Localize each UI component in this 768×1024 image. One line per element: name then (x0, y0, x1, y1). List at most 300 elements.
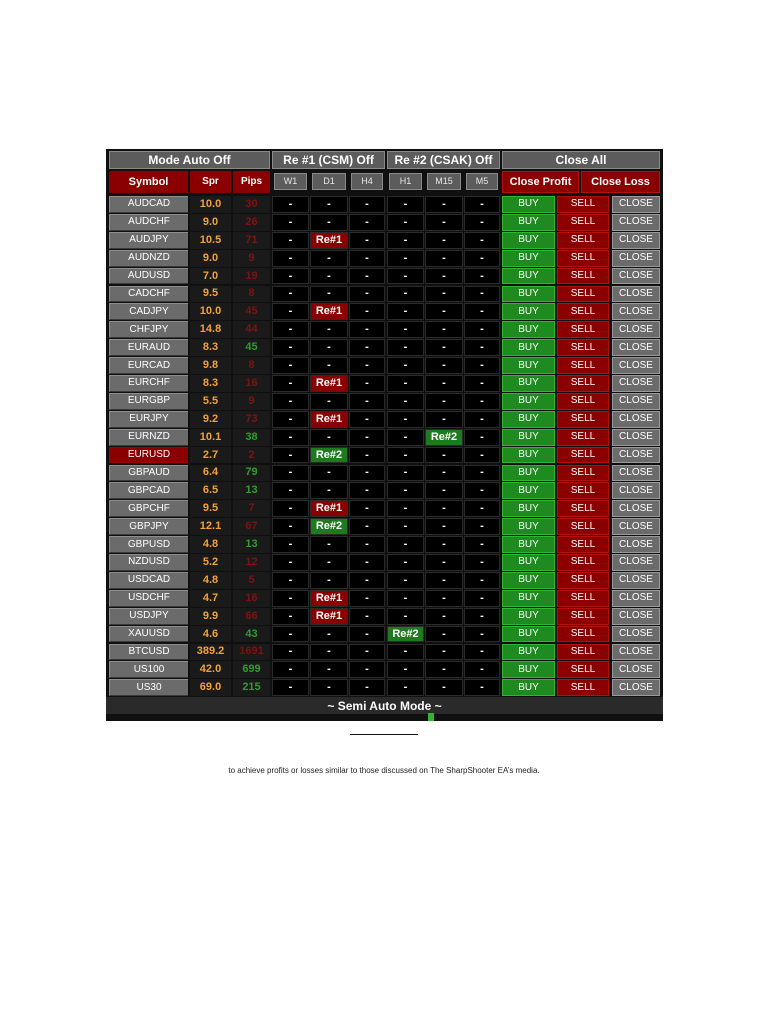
buy-button[interactable]: BUY (502, 393, 555, 410)
spread-value: 9.8 (190, 357, 231, 374)
timeframe-h1-button[interactable]: H1 (389, 173, 422, 190)
signal-cell: - (387, 321, 424, 338)
pips-value: 45 (233, 339, 270, 356)
signal-cell: - (425, 357, 463, 374)
sell-button[interactable]: SELL (557, 339, 609, 356)
signal-cell: - (425, 590, 463, 607)
close-button[interactable]: CLOSE (612, 214, 660, 231)
sell-button[interactable]: SELL (557, 321, 609, 338)
symbol-button[interactable]: CHFJPY (109, 321, 188, 338)
buy-button[interactable]: BUY (502, 679, 555, 696)
signal-cell: - (425, 286, 463, 303)
close-button[interactable]: CLOSE (612, 232, 660, 249)
close-button[interactable]: CLOSE (612, 536, 660, 553)
signal-cell: - (349, 303, 385, 320)
sell-button[interactable]: SELL (557, 286, 609, 303)
signal-cell: - (310, 393, 348, 410)
signal-cell: - (272, 554, 309, 571)
close-button[interactable]: CLOSE (612, 375, 660, 392)
signal-cell: - (387, 482, 424, 499)
signal-cell: - (425, 393, 463, 410)
signal-cell: - (387, 214, 424, 231)
buy-button[interactable]: BUY (502, 536, 555, 553)
sell-button[interactable]: SELL (557, 482, 609, 499)
signal-cell: - (464, 375, 500, 392)
signal-cell: - (310, 644, 348, 661)
pips-value: 16 (233, 590, 270, 607)
close-button[interactable]: CLOSE (612, 303, 660, 320)
symbol-button[interactable]: EURCHF (109, 375, 188, 392)
close-all-button[interactable]: Close All (502, 151, 660, 169)
sell-button[interactable]: SELL (557, 357, 609, 374)
signal-cell: - (272, 608, 309, 625)
signal-cell: - (425, 339, 463, 356)
close-button[interactable]: CLOSE (612, 465, 660, 482)
signal-cell: Re#1 (310, 411, 348, 428)
signal-cell: - (349, 393, 385, 410)
spread-value: 10.1 (190, 429, 231, 446)
buy-button[interactable]: BUY (502, 518, 555, 535)
signal-cell: Re#1 (310, 232, 348, 249)
sell-button[interactable]: SELL (557, 536, 609, 553)
signal-cell: - (272, 429, 309, 446)
close-button[interactable]: CLOSE (612, 500, 660, 517)
signal-cell: - (464, 447, 500, 464)
spread-value: 4.8 (190, 572, 231, 589)
pips-value: 43 (233, 626, 270, 643)
symbol-button[interactable]: BTCUSD (109, 644, 188, 661)
sell-button[interactable]: SELL (557, 608, 609, 625)
spread-value: 10.0 (190, 303, 231, 320)
signal-cell: - (349, 644, 385, 661)
symbol-button[interactable]: CADJPY (109, 303, 188, 320)
signal-cell: - (272, 447, 309, 464)
signal-cell: - (310, 321, 348, 338)
close-button[interactable]: CLOSE (612, 572, 660, 589)
signal-cell: - (387, 661, 424, 678)
spread-value: 10.0 (190, 196, 231, 213)
signal-cell: - (425, 661, 463, 678)
buy-button[interactable]: BUY (502, 196, 555, 213)
sell-button[interactable]: SELL (557, 214, 609, 231)
signal-cell: - (387, 232, 424, 249)
timeframe-h4-button[interactable]: H4 (351, 173, 383, 190)
buy-button[interactable]: BUY (502, 500, 555, 517)
signal-cell: - (310, 661, 348, 678)
buy-button[interactable]: BUY (502, 268, 555, 285)
pips-value: 1691 (233, 644, 270, 661)
signal-cell: - (349, 321, 385, 338)
signal-cell: - (464, 536, 500, 553)
symbol-button[interactable]: EURNZD (109, 429, 188, 446)
signal-cell: - (349, 554, 385, 571)
signal-cell: - (272, 339, 309, 356)
pips-value: 73 (233, 411, 270, 428)
signal-cell: - (425, 303, 463, 320)
sell-button[interactable]: SELL (557, 375, 609, 392)
sell-button[interactable]: SELL (557, 554, 609, 571)
signal-cell: - (387, 644, 424, 661)
symbol-button[interactable]: USDJPY (109, 608, 188, 625)
spread-value: 7.0 (190, 268, 231, 285)
signal-cell: Re#2 (310, 447, 348, 464)
signal-cell: - (349, 286, 385, 303)
buy-button[interactable]: BUY (502, 447, 555, 464)
signal-cell: - (464, 482, 500, 499)
signal-cell: - (387, 518, 424, 535)
signal-cell: - (349, 679, 385, 696)
symbol-button[interactable]: EURGBP (109, 393, 188, 410)
buy-button[interactable]: BUY (502, 303, 555, 320)
mode-auto-toggle-button[interactable]: Mode Auto Off (109, 151, 270, 169)
signal-cell: - (310, 268, 348, 285)
close-button[interactable]: CLOSE (612, 661, 660, 678)
signal-cell: - (464, 321, 500, 338)
symbol-button[interactable]: EURAUD (109, 339, 188, 356)
signal-cell: - (310, 250, 348, 267)
pips-value: 9 (233, 393, 270, 410)
buy-button[interactable]: BUY (502, 482, 555, 499)
signal-cell: - (310, 465, 348, 482)
buy-button[interactable]: BUY (502, 661, 555, 678)
buy-button[interactable]: BUY (502, 626, 555, 643)
signal-cell: - (425, 214, 463, 231)
signal-cell: - (464, 214, 500, 231)
close-button[interactable]: CLOSE (612, 393, 660, 410)
signal-cell: Re#2 (387, 626, 424, 643)
signal-cell: - (425, 572, 463, 589)
sell-button[interactable]: SELL (557, 661, 609, 678)
signal-cell: - (310, 572, 348, 589)
signal-cell: - (272, 268, 309, 285)
pips-value: 5 (233, 572, 270, 589)
sell-button[interactable]: SELL (557, 268, 609, 285)
pips-column-header: Pips (233, 171, 270, 193)
signal-cell: - (310, 679, 348, 696)
signal-cell: - (272, 375, 309, 392)
signal-cell: - (349, 661, 385, 678)
signal-cell: - (310, 536, 348, 553)
sell-button[interactable]: SELL (557, 626, 609, 643)
signal-cell: - (349, 339, 385, 356)
sell-button[interactable]: SELL (557, 393, 609, 410)
symbol-button[interactable]: USDCAD (109, 572, 188, 589)
close-button[interactable]: CLOSE (612, 608, 660, 625)
pips-value: 13 (233, 536, 270, 553)
pips-value: 30 (233, 196, 270, 213)
signal-cell: - (464, 393, 500, 410)
buy-button[interactable]: BUY (502, 429, 555, 446)
signal-cell: Re#2 (310, 518, 348, 535)
signal-cell: - (387, 572, 424, 589)
buy-button[interactable]: BUY (502, 232, 555, 249)
pips-value: 79 (233, 465, 270, 482)
symbol-button[interactable]: EURCAD (109, 357, 188, 374)
signal-cell: - (272, 572, 309, 589)
sell-button[interactable]: SELL (557, 590, 609, 607)
close-button[interactable]: CLOSE (612, 679, 660, 696)
symbol-button[interactable]: GBPCHF (109, 500, 188, 517)
symbol-button[interactable]: AUDJPY (109, 232, 188, 249)
close-button[interactable]: CLOSE (612, 196, 660, 213)
signal-cell: - (464, 518, 500, 535)
signal-cell: - (387, 268, 424, 285)
signal-cell: - (464, 357, 500, 374)
sell-button[interactable]: SELL (557, 679, 609, 696)
spread-value: 5.5 (190, 393, 231, 410)
buy-button[interactable]: BUY (502, 465, 555, 482)
pips-value: 38 (233, 429, 270, 446)
pips-value: 13 (233, 482, 270, 499)
signal-cell: - (425, 554, 463, 571)
pips-value: 7 (233, 500, 270, 517)
signal-cell: - (310, 554, 348, 571)
signal-cell: - (464, 196, 500, 213)
symbol-button[interactable]: AUDCHF (109, 214, 188, 231)
buy-button[interactable]: BUY (502, 572, 555, 589)
sell-button[interactable]: SELL (557, 429, 609, 446)
signal-cell: - (272, 482, 309, 499)
signal-cell: - (425, 536, 463, 553)
signal-cell: - (387, 590, 424, 607)
sell-button[interactable]: SELL (557, 411, 609, 428)
signal-cell: - (310, 626, 348, 643)
signal-cell: - (464, 303, 500, 320)
symbol-button[interactable]: USDCHF (109, 590, 188, 607)
spread-value: 4.8 (190, 536, 231, 553)
signal-cell: - (464, 250, 500, 267)
signal-cell: - (310, 214, 348, 231)
close-button[interactable]: CLOSE (612, 321, 660, 338)
spread-value: 8.3 (190, 339, 231, 356)
signal-cell: - (349, 411, 385, 428)
symbol-button[interactable]: US100 (109, 661, 188, 678)
symbol-button[interactable]: GBPCAD (109, 482, 188, 499)
symbol-button[interactable]: AUDUSD (109, 268, 188, 285)
re1-csm-toggle-button[interactable]: Re #1 (CSM) Off (272, 151, 385, 169)
pips-value: 699 (233, 661, 270, 678)
buy-button[interactable]: BUY (502, 590, 555, 607)
signal-cell: - (464, 465, 500, 482)
close-button[interactable]: CLOSE (612, 357, 660, 374)
close-profit-button[interactable]: Close Profit (502, 171, 579, 193)
signal-cell: - (310, 196, 348, 213)
signal-cell: - (387, 375, 424, 392)
pips-value: 67 (233, 518, 270, 535)
close-button[interactable]: CLOSE (612, 482, 660, 499)
sell-button[interactable]: SELL (557, 303, 609, 320)
symbol-button[interactable]: AUDNZD (109, 250, 188, 267)
pips-value: 8 (233, 286, 270, 303)
sell-button[interactable]: SELL (557, 250, 609, 267)
symbol-button[interactable]: GBPAUD (109, 465, 188, 482)
symbol-button[interactable]: CADCHF (109, 286, 188, 303)
signal-cell: - (310, 482, 348, 499)
pips-value: 2 (233, 447, 270, 464)
sell-button[interactable]: SELL (557, 572, 609, 589)
signal-cell: - (425, 626, 463, 643)
signal-cell: - (349, 518, 385, 535)
close-button[interactable]: CLOSE (612, 429, 660, 446)
signal-cell: - (272, 411, 309, 428)
mode-status-text: ~ Semi Auto Mode ~ (327, 698, 442, 713)
signal-cell: - (272, 500, 309, 517)
signal-cell: - (349, 357, 385, 374)
symbol-button[interactable]: GBPUSD (109, 536, 188, 553)
symbol-button[interactable]: US30 (109, 679, 188, 696)
spread-value: 4.7 (190, 590, 231, 607)
divider-line (350, 734, 418, 735)
symbol-button[interactable]: XAUUSD (109, 626, 188, 643)
pips-value: 66 (233, 608, 270, 625)
symbol-button[interactable]: EURUSD (109, 447, 188, 464)
signal-cell: - (387, 196, 424, 213)
trade-panel (106, 149, 663, 721)
sell-button[interactable]: SELL (557, 500, 609, 517)
buy-button[interactable]: BUY (502, 411, 555, 428)
spread-value: 9.9 (190, 608, 231, 625)
signal-cell: - (387, 500, 424, 517)
symbol-button[interactable]: EURJPY (109, 411, 188, 428)
signal-cell: - (349, 196, 385, 213)
spread-value: 6.4 (190, 465, 231, 482)
spread-value: 9.0 (190, 214, 231, 231)
semi-auto-mode-bar[interactable] (106, 697, 663, 714)
signal-cell: - (464, 679, 500, 696)
buy-button[interactable]: BUY (502, 554, 555, 571)
buy-button[interactable]: BUY (502, 375, 555, 392)
close-button[interactable]: CLOSE (612, 250, 660, 267)
sell-button[interactable]: SELL (557, 196, 609, 213)
signal-cell: - (464, 608, 500, 625)
buy-button[interactable]: BUY (502, 286, 555, 303)
signal-cell: - (387, 608, 424, 625)
symbol-button[interactable]: NZDUSD (109, 554, 188, 571)
re2-csak-toggle-button[interactable]: Re #2 (CSAK) Off (387, 151, 500, 169)
buy-button[interactable]: BUY (502, 250, 555, 267)
timeframe-w1-button[interactable]: W1 (274, 173, 307, 190)
signal-cell: - (425, 447, 463, 464)
signal-cell: - (387, 303, 424, 320)
close-button[interactable]: CLOSE (612, 590, 660, 607)
pips-value: 26 (233, 214, 270, 231)
pips-value: 45 (233, 303, 270, 320)
pips-value: 9 (233, 250, 270, 267)
close-button[interactable]: CLOSE (612, 339, 660, 356)
timeframe-m15-button[interactable]: M15 (427, 173, 461, 190)
signal-cell: - (272, 232, 309, 249)
signal-cell: - (272, 661, 309, 678)
close-button[interactable]: CLOSE (612, 447, 660, 464)
signal-cell: - (464, 411, 500, 428)
buy-button[interactable]: BUY (502, 214, 555, 231)
signal-cell: - (464, 429, 500, 446)
sell-button[interactable]: SELL (557, 465, 609, 482)
spread-value: 389.2 (190, 644, 231, 661)
signal-cell: - (387, 286, 424, 303)
signal-cell: - (387, 339, 424, 356)
symbol-button[interactable]: GBPJPY (109, 518, 188, 535)
signal-cell: - (349, 375, 385, 392)
close-button[interactable]: CLOSE (612, 286, 660, 303)
signal-cell: - (272, 321, 309, 338)
close-button[interactable]: CLOSE (612, 411, 660, 428)
signal-cell: - (310, 339, 348, 356)
spread-value: 6.5 (190, 482, 231, 499)
signal-cell: - (272, 250, 309, 267)
spread-value: 9.2 (190, 411, 231, 428)
buy-button[interactable]: BUY (502, 608, 555, 625)
signal-cell: - (349, 608, 385, 625)
signal-cell: - (464, 500, 500, 517)
signal-cell: - (387, 250, 424, 267)
signal-cell: - (425, 196, 463, 213)
signal-cell: - (425, 250, 463, 267)
signal-cell: - (349, 572, 385, 589)
buy-button[interactable]: BUY (502, 644, 555, 661)
signal-cell: Re#1 (310, 303, 348, 320)
sell-button[interactable]: SELL (557, 447, 609, 464)
signal-cell: Re#1 (310, 375, 348, 392)
signal-cell: - (464, 339, 500, 356)
close-button[interactable]: CLOSE (612, 644, 660, 661)
signal-cell: - (272, 518, 309, 535)
close-button[interactable]: CLOSE (612, 554, 660, 571)
pips-value: 71 (233, 232, 270, 249)
timeframe-m5-button[interactable]: M5 (466, 173, 498, 190)
pips-value: 8 (233, 357, 270, 374)
close-button[interactable]: CLOSE (612, 626, 660, 643)
signal-cell: Re#2 (425, 429, 463, 446)
signal-cell: - (272, 286, 309, 303)
close-loss-button[interactable]: Close Loss (581, 171, 660, 193)
spread-value: 9.0 (190, 250, 231, 267)
signal-cell: Re#1 (310, 500, 348, 517)
signal-cell: - (272, 536, 309, 553)
signal-cell: - (272, 393, 309, 410)
spread-value: 42.0 (190, 661, 231, 678)
buy-button[interactable]: BUY (502, 321, 555, 338)
signal-cell: - (464, 661, 500, 678)
signal-cell: - (272, 590, 309, 607)
sell-button[interactable]: SELL (557, 644, 609, 661)
signal-cell: - (464, 590, 500, 607)
signal-cell: - (425, 465, 463, 482)
pips-value: 16 (233, 375, 270, 392)
signal-cell: - (387, 465, 424, 482)
signal-cell: - (464, 232, 500, 249)
signal-cell: - (387, 357, 424, 374)
signal-cell: - (425, 321, 463, 338)
sell-button[interactable]: SELL (557, 518, 609, 535)
signal-cell: - (349, 626, 385, 643)
signal-cell: - (425, 375, 463, 392)
signal-cell: - (425, 644, 463, 661)
buy-button[interactable]: BUY (502, 357, 555, 374)
mode-indicator-marker (428, 713, 434, 721)
signal-cell: - (387, 447, 424, 464)
close-button[interactable]: CLOSE (612, 518, 660, 535)
disclaimer-text: to achieve profits or losses similar to those discussed on The SharpShooter EA’s media. (228, 766, 540, 775)
symbol-button[interactable]: AUDCAD (109, 196, 188, 213)
sell-button[interactable]: SELL (557, 232, 609, 249)
signal-cell: - (272, 196, 309, 213)
close-button[interactable]: CLOSE (612, 268, 660, 285)
signal-cell: - (272, 303, 309, 320)
signal-cell: - (272, 357, 309, 374)
buy-button[interactable]: BUY (502, 339, 555, 356)
timeframe-d1-button[interactable]: D1 (312, 173, 346, 190)
